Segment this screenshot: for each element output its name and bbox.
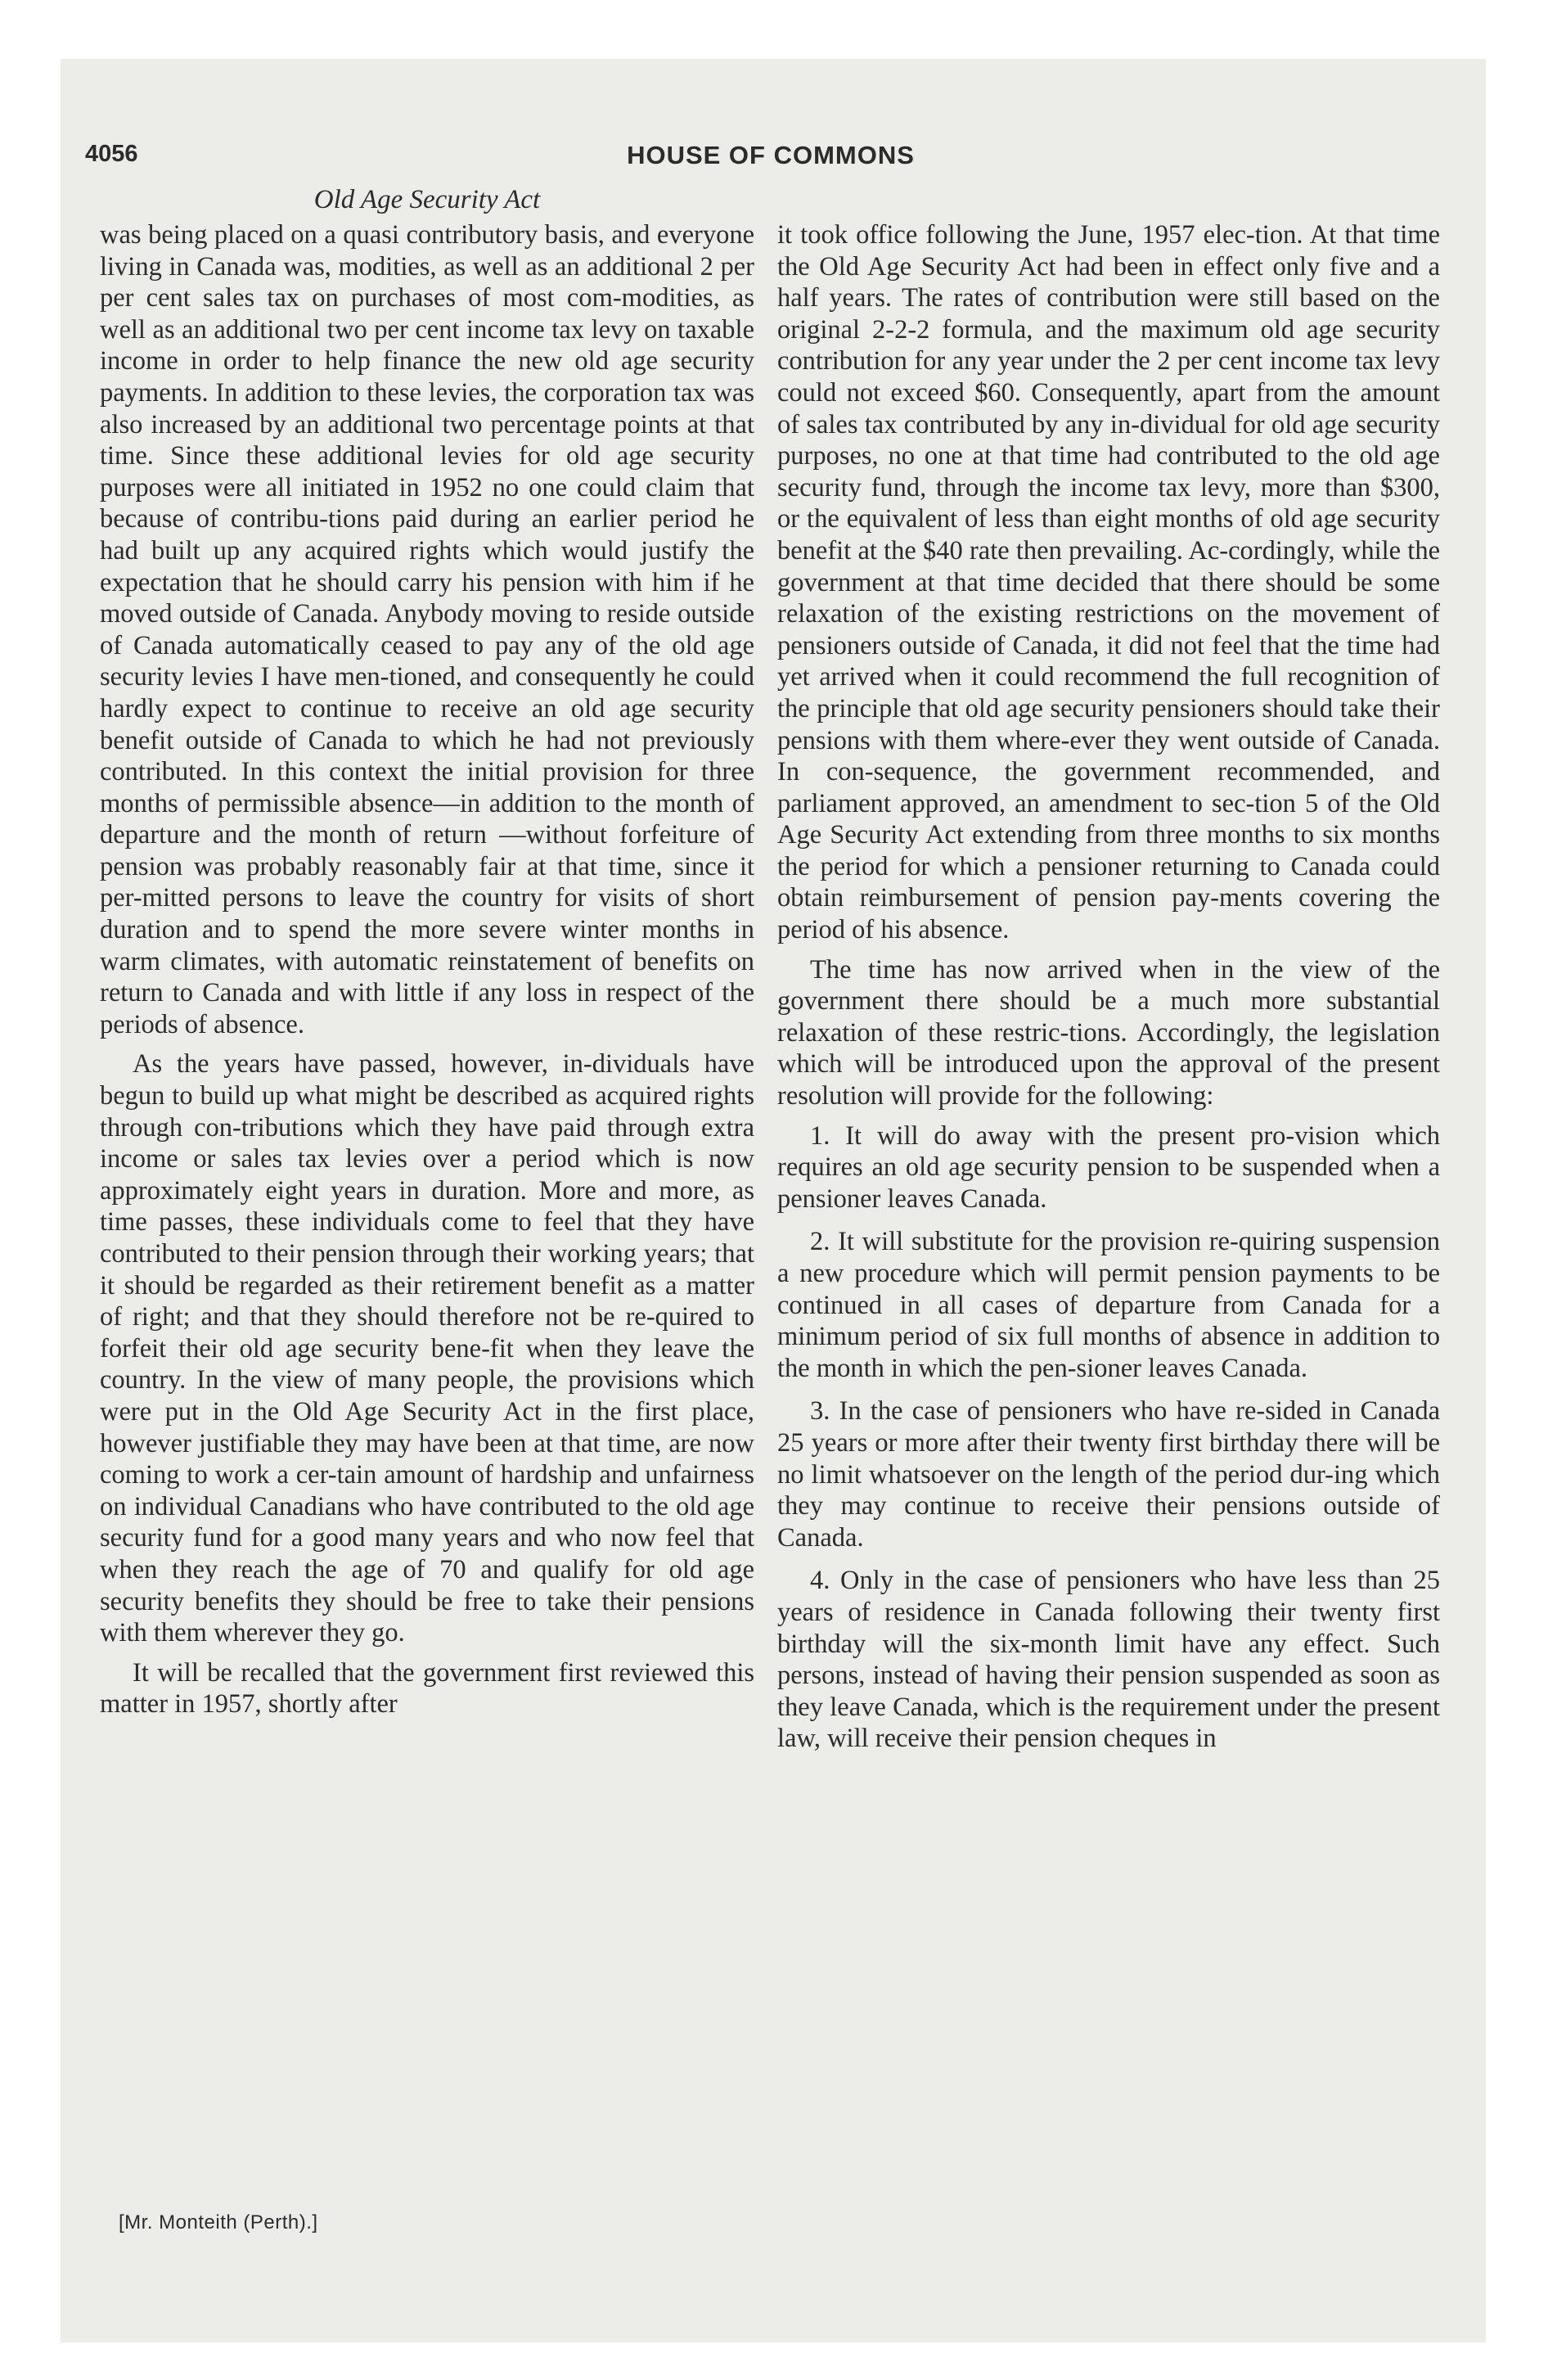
- list-item-1: 1. It will do away with the present pro-vision which requires an old age security pension to be suspended when a pensioner leaves Canada.: [777, 1120, 1440, 1214]
- list-item-3: 3. In the case of pensioners who have re-sided in Canada 25 years or more after their twenty first birthday there will be no limit whatsoever on the length of the period dur-ing which they may continue to receive their pensions outside of Canada.: [777, 1396, 1440, 1553]
- left-paragraph-1: was being placed on a quasi contributory basis, and everyone living in Canada was, modities, as well as an additional 2 per per cent sales tax on purchases of most com-modities, as well as an additional two per cent income tax levy on taxable income in order to help finance the new old age security payments. In addition to these levies, the corporation tax was also increased by an additional two percentage points at that time. Since these additional levies for old age security purposes were all initiated in 1952 no one could claim that because of contribu-tions paid during an earlier period he had built up any acquired rights which would justify the expectation that he should carry his pension with him if he moved outside of Canada. Anybody moving to reside outside of Canada automatically ceased to pay any of the old age security levies I have men-tioned, and consequently he could hardly expect to continue to receive an old age security benefit outside of Canada to which he had not previously contributed. In this context the initial provision for three months of permissible absence—in addition to the month of departure and the month of return —without forfeiture of pension was probably reasonably fair at that time, since it per-mitted persons to leave the country for visits of short duration and to spend the more severe winter months in warm climates, with automatic reinstatement of benefits on return to Canada and with little if any loss in respect of the periods of absence.: [100, 220, 754, 1039]
- right-paragraph-2: The time has now arrived when in the view of the government there should be a much more substantial relaxation of these restric-tions. Accordingly, the legislation which will be introduced upon the approval of the present resolution will provide for the following:: [777, 954, 1440, 1111]
- right-column: [777, 219, 1440, 1766]
- section-subtitle: Old Age Security Act: [313, 185, 541, 214]
- list-item-2: 2. It will substitute for the provision re-quiring suspension a new procedure which will permit pension payments to be continued in all cases of departure from Canada for a minimum period of six full months of absence in addition to the month in which the pen-sioner leaves Canada.: [777, 1227, 1440, 1383]
- page-title: HOUSE OF COMMONS: [627, 141, 915, 169]
- right-paragraph-1: it took office following the June, 1957 elec-tion. At that time the Old Age Security Act had been in effect only five and a half years. The rates of contribution were still based on the original 2-2-2 formula, and the maximum old age security contribution for any year under the 2 per cent income tax levy could not exceed $60. Consequently, apart from the amount of sales tax contributed by any in-dividual for old age security purposes, no one at that time had contributed to the old age security fund, through the income tax levy, more than $300, or the equivalent of less than eight months of old age security benefit at the $40 rate then prevailing. Ac-cordingly, while the government at that time decided that there should be some relaxation of the existing restrictions on the movement of pensioners outside of Canada, it did not feel that the time had yet arrived when it could recommend the full recognition of the principle that old age security pensioners should take their pensions with them where-ever they went outside of Canada. In con-sequence, the government recommended, and parliament approved, an amendment to sec-tion 5 of the Old Age Security Act extending from three months to six months the period for which a pensioner returning to Canada could obtain reimbursement of pension pay-ments covering the period of his absence.: [777, 220, 1440, 945]
- left-paragraph-2: As the years have passed, however, in-dividuals have begun to build up what might be described as acquired rights through con-tributions which they have paid through extra income or sales tax levies over a period which is now approximately eight years in duration. More and more, as time passes, these individuals come to feel that they have contributed to their pension through their working years; that it should be regarded as their retirement benefit as a matter of right; and that they should therefore not be re-quired to forfeit their old age security bene-fit when they leave the country. In the view of many people, the provisions which were put in the Old Age Security Act in the first place, however justifiable they may have been at that time, are now coming to work a cer-tain amount of hardship and unfairness on individual Canadians who have contributed to the old age security fund for a good many years and who now feel that when they reach the age of 70 and qualify for old age security benefits they should be free to take their pensions with them wherever they go.: [100, 1049, 754, 1648]
- page-header: [85, 141, 1456, 178]
- left-paragraph-3: It will be recalled that the government first reviewed this matter in 1957, shortly after: [100, 1657, 754, 1720]
- page-number: 4056: [85, 141, 138, 167]
- list-item-4: 4. Only in the case of pensioners who have less than 25 years of residence in Canada following their twenty first birthday will the six-month limit have any effect. Such persons, instead of having their pension suspended as soon as they leave Canada, which is the requirement under the present law, will receive their pension cheques in: [777, 1566, 1440, 1754]
- left-column: [100, 219, 754, 1729]
- speaker-footer: [Mr. Monteith (Perth).]: [119, 2211, 318, 2234]
